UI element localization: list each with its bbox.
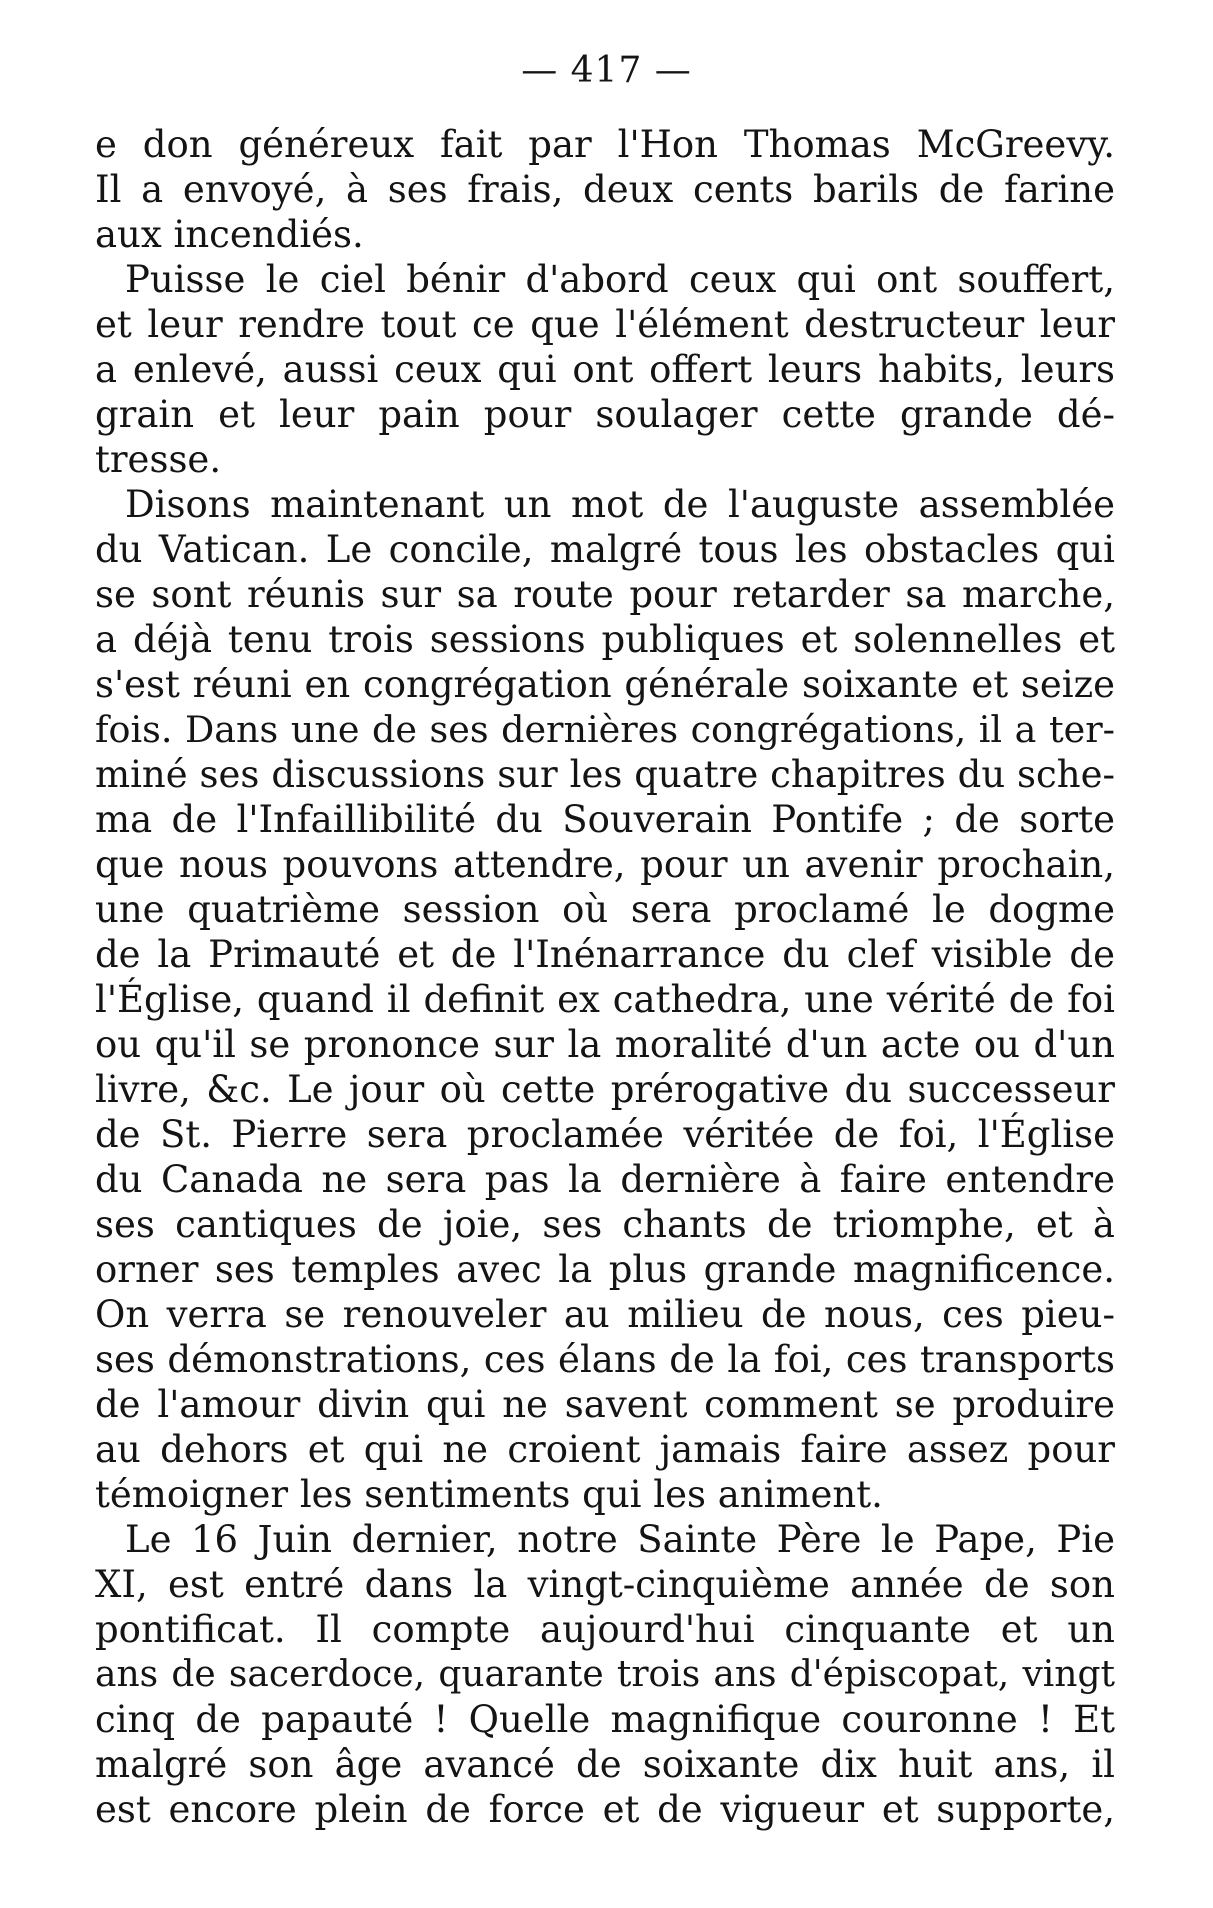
text-line: XI, est entré dans la vingt-cinquième année de son — [95, 1563, 1115, 1606]
text-line: Puisse le ciel bénir d'abord ceux qui ont souffert, — [125, 258, 1115, 301]
text-line: On verra se renouveler au milieu de nous, ces pieu- — [95, 1293, 1115, 1336]
text-line: Il a envoyé, à ses frais, deux cents barils de farine — [95, 168, 1115, 211]
text-line: tresse. — [95, 438, 222, 481]
text-line: de l'amour divin qui ne savent comment se produire — [95, 1383, 1115, 1426]
text-line: ans de sacerdoce, quarante trois ans d'épiscopat, vingt — [95, 1654, 1115, 1695]
text-line: Le 16 Juin dernier, notre Sainte Père le Pape, Pie — [125, 1518, 1115, 1561]
text-line: que nous pouvons attendre, pour un avenir prochain, — [95, 843, 1115, 886]
text-line: se sont réunis sur sa route pour retarder sa marche, — [95, 573, 1115, 616]
text-line: aux incendiés. — [95, 213, 364, 256]
text-line: est encore plein de force et de vigueur et supporte, — [95, 1788, 1115, 1831]
text-line: a enlevé, aussi ceux qui ont offert leurs habits, leurs — [95, 348, 1115, 391]
text-line: ou qu'il se prononce sur la moralité d'un acte ou d'un — [95, 1023, 1115, 1066]
text-line: miné ses discussions sur les quatre chapitres du sche- — [95, 753, 1115, 796]
text-line: s'est réuni en congrégation générale soixante et seize — [95, 663, 1115, 706]
text-line: ses cantiques de joie, ses chants de triomphe, et à — [95, 1203, 1115, 1246]
text-line: e don généreux fait par l'Hon Thomas McGreevy. — [95, 123, 1115, 166]
text-line: grain et leur pain pour soulager cette grande dé- — [95, 393, 1115, 436]
text-line: une quatrième session où sera proclamé le dogme — [95, 888, 1115, 931]
text-line: pontificat. Il compte aujourd'hui cinquante et un — [95, 1608, 1115, 1651]
text-line: cinq de papauté ! Quelle magnifique couronne ! Et — [95, 1698, 1115, 1741]
text-line: ses démonstrations, ces élans de la foi, ces transports — [95, 1338, 1115, 1381]
text-line: de la Primauté et de l'Inénarrance du clef visible de — [95, 933, 1115, 976]
text-line: livre, &c. Le jour où cette prérogative du successeur — [95, 1068, 1115, 1111]
text-line: du Vatican. Le concile, malgré tous les obstacles qui — [95, 528, 1115, 571]
text-line: au dehors et qui ne croient jamais faire assez pour — [95, 1428, 1115, 1471]
page-number: — 417 — — [521, 50, 692, 91]
text-line: témoigner les sentiments qui les animent. — [95, 1473, 883, 1516]
text-line: orner ses temples avec la plus grande magnificence. — [95, 1248, 1115, 1291]
text-line: l'Église, quand il definit ex cathedra, une vérité de foi — [95, 978, 1115, 1021]
text-line: a déjà tenu trois sessions publiques et solennelles et — [95, 618, 1115, 661]
text-line: et leur rendre tout ce que l'élément destructeur leur — [95, 303, 1115, 346]
text-line: de St. Pierre sera proclamée véritée de foi, l'Église — [95, 1113, 1115, 1156]
text-line: du Canada ne sera pas la dernière à faire entendre — [95, 1158, 1115, 1201]
text-line: Disons maintenant un mot de l'auguste assemblée — [125, 483, 1115, 526]
body-text — [95, 122, 1115, 1832]
text-line: fois. Dans une de ses dernières congrégations, il a ter- — [95, 708, 1115, 751]
text-line: ma de l'Infaillibilité du Souverain Pontife ; de sorte — [95, 798, 1115, 841]
text-line: malgré son âge avancé de soixante dix huit ans, il — [95, 1743, 1115, 1786]
